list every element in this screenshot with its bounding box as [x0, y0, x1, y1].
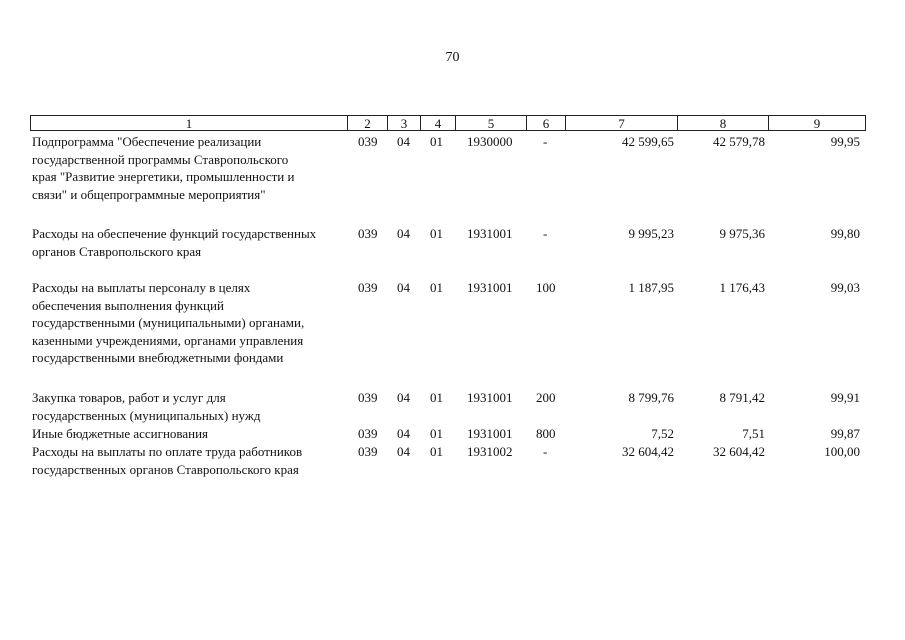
cell-executed: 9 975,36 — [719, 226, 765, 241]
cell-planned: 9 995,23 — [628, 226, 674, 241]
cell-target-article: 1931001 — [467, 390, 513, 405]
cell-expense-type: 200 — [536, 390, 556, 405]
cell-executed: 1 176,43 — [719, 280, 765, 295]
page-number: 70 — [445, 50, 460, 65]
cell-section: 04 — [397, 280, 410, 295]
cell-planned: 1 187,95 — [628, 280, 674, 295]
cell-expense-type: - — [543, 134, 548, 149]
cell-section: 04 — [397, 444, 410, 459]
cell-ministry: 039 — [358, 134, 378, 149]
cell-percent: 100,00 — [824, 444, 860, 459]
column-header-6: 6 — [526, 115, 566, 131]
column-header-9: 9 — [768, 115, 866, 131]
cell-target-article: 1931002 — [467, 444, 513, 459]
row-name: Подпрограмма "Обеспечение реализации государственной программы Ставропольского края "Развитие энергетики, промышленности и связи" и общепрограммные мероприятия" — [32, 134, 295, 202]
cell-percent: 99,03 — [830, 280, 860, 295]
row-name: Иные бюджетные ассигнования — [32, 426, 209, 441]
row-name: Расходы на обеспечение функций государственных органов Ставропольского края — [32, 226, 317, 259]
cell-executed: 8 791,42 — [719, 390, 765, 405]
cell-percent: 99,95 — [830, 134, 860, 149]
column-header-7: 7 — [565, 115, 678, 131]
cell-section: 04 — [397, 390, 410, 405]
cell-percent: 99,87 — [830, 426, 860, 441]
column-header-5: 5 — [455, 115, 527, 131]
column-header-8: 8 — [677, 115, 769, 131]
column-header-1: 1 — [30, 115, 348, 131]
row-name: Расходы на выплаты персоналу в целях обеспечения выполнения функций государственными (муниципальными) органами, казенными учреждениями, органами управления государственными внебюджетными фондами — [32, 280, 305, 365]
cell-ministry: 039 — [358, 390, 378, 405]
cell-expense-type: - — [543, 444, 548, 459]
cell-percent: 99,80 — [830, 226, 860, 241]
cell-executed: 42 579,78 — [713, 134, 765, 149]
cell-subsection: 01 — [430, 226, 443, 241]
column-header-3: 3 — [387, 115, 421, 131]
cell-percent: 99,91 — [830, 390, 860, 405]
cell-ministry: 039 — [358, 226, 378, 241]
cell-expense-type: 800 — [536, 426, 556, 441]
cell-subsection: 01 — [430, 134, 443, 149]
column-header-4: 4 — [420, 115, 456, 131]
cell-section: 04 — [397, 426, 410, 441]
cell-planned: 42 599,65 — [622, 134, 674, 149]
cell-subsection: 01 — [430, 390, 443, 405]
cell-target-article: 1931001 — [467, 426, 513, 441]
cell-planned: 8 799,76 — [628, 390, 674, 405]
row-name: Закупка товаров, работ и услуг для государственных (муниципальных) нужд — [32, 390, 261, 423]
cell-expense-type: - — [543, 226, 548, 241]
cell-subsection: 01 — [430, 426, 443, 441]
cell-target-article: 1930000 — [467, 134, 513, 149]
cell-ministry: 039 — [358, 426, 378, 441]
cell-section: 04 — [397, 226, 410, 241]
cell-executed: 32 604,42 — [713, 444, 765, 459]
cell-target-article: 1931001 — [467, 226, 513, 241]
cell-subsection: 01 — [430, 280, 443, 295]
cell-subsection: 01 — [430, 444, 443, 459]
row-name: Расходы на выплаты по оплате труда работников государственных органов Ставропольского края — [32, 444, 303, 477]
cell-ministry: 039 — [358, 280, 378, 295]
cell-executed: 7,51 — [742, 426, 765, 441]
cell-planned: 7,52 — [651, 426, 674, 441]
cell-section: 04 — [397, 134, 410, 149]
cell-expense-type: 100 — [536, 280, 556, 295]
cell-ministry: 039 — [358, 444, 378, 459]
column-header-2: 2 — [347, 115, 388, 131]
cell-planned: 32 604,42 — [622, 444, 674, 459]
cell-target-article: 1931001 — [467, 280, 513, 295]
